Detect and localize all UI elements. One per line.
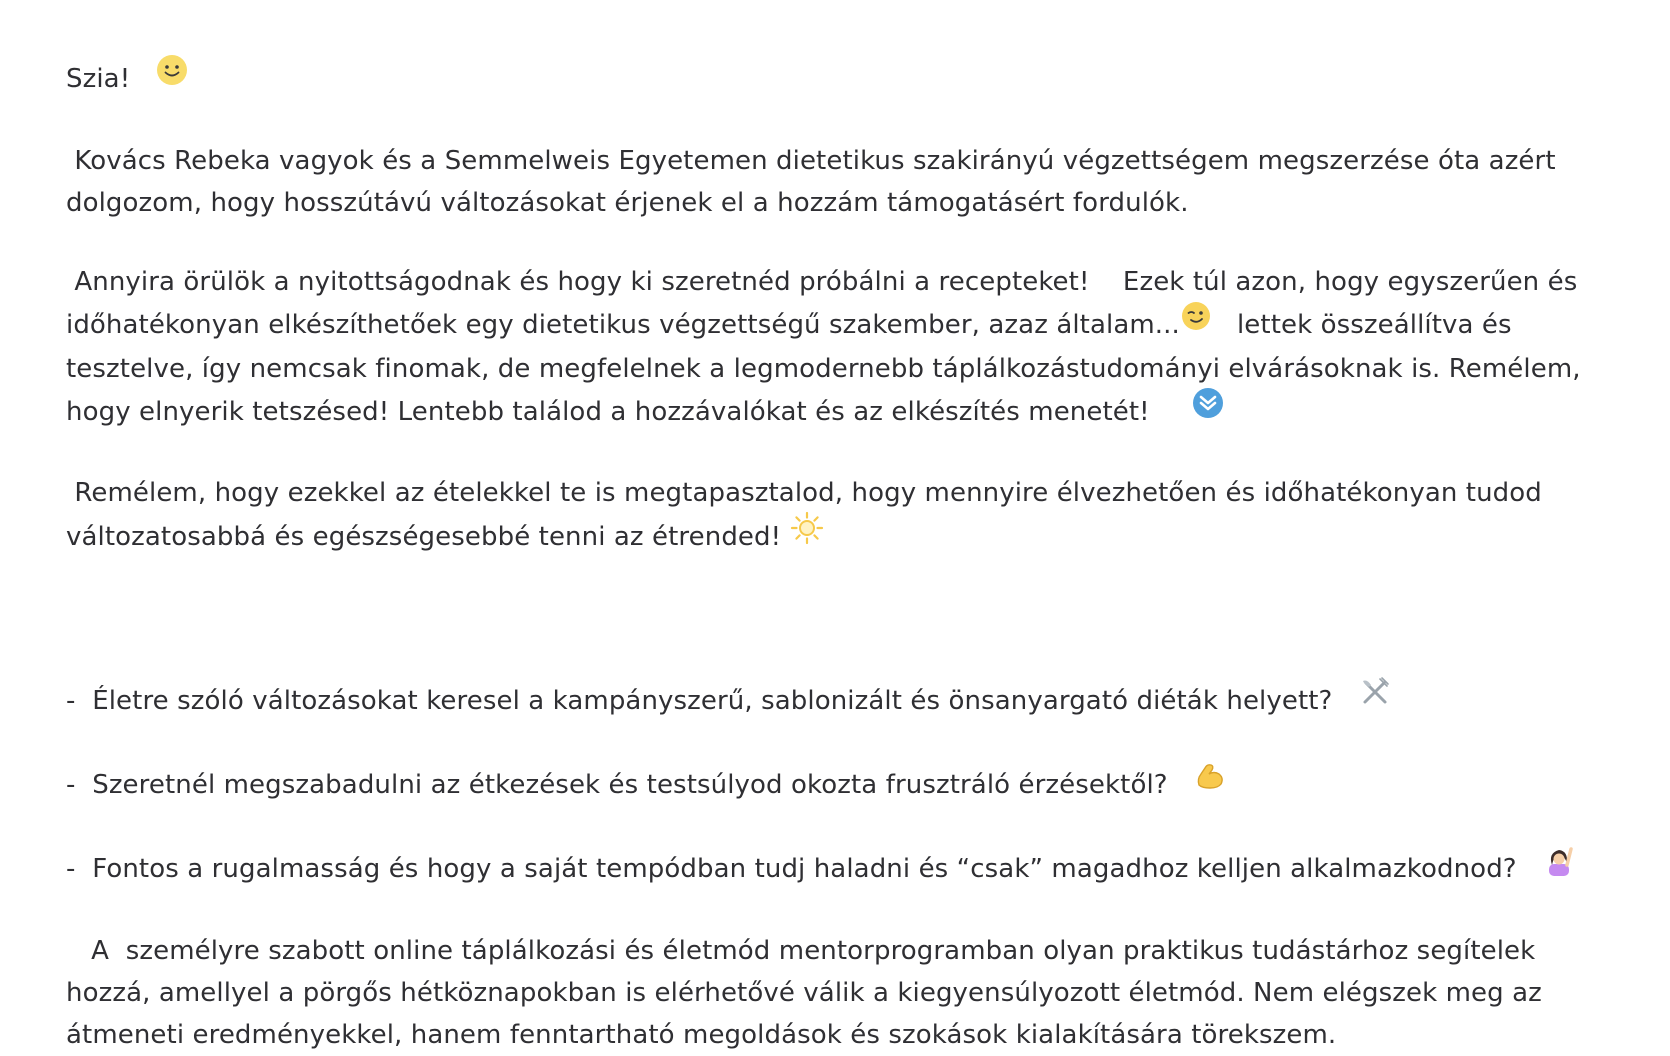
raising-hand-woman-icon <box>1542 843 1576 890</box>
greeting-text: Szia! <box>66 64 131 94</box>
recipes-paragraph <box>66 261 1626 435</box>
greeting-line <box>66 56 1626 103</box>
question-2-text: - Szeretnél megszabadulni az étkezések és testsúlyod okozta frusztráló érzésektől? <box>66 770 1168 800</box>
hope-paragraph <box>66 472 1626 561</box>
recipes-text-part1: Annyira örülök a nyitottságodnak és hogy ki szeretnéd próbálni a recepteket! Ezek túl azon, hogy egyszerűen és időhatékonyan elkészíthetőek egy dietetikus végzettségű szakember, azaz általam... <box>66 267 1586 340</box>
question-item-3 <box>66 846 1626 893</box>
program-paragraph: A személyre szabott online táplálkozási és életmód mentorprogramban olyan praktikus tudástárhoz segítelek hozzá, amellyel a pörgős hétköznapokban is elérhetővé válik a kiegyensúlyozott életmód. Nem elégszek meg az átmeneti eredményekkel, hanem fenntartható megoldások és szokások kialakítására törekszem. <box>66 936 1551 1050</box>
question-item-1 <box>66 678 1626 725</box>
sun-icon <box>790 511 824 558</box>
winking-face-icon <box>1180 300 1212 345</box>
recipes-text-part2: lettek összeállítva és tesztelve, így nemcsak finomak, de megfelelnek a legmodernebb táplálkozástudományi elvárásoknak is. Remélem, hogy elnyerik tetszésed! Lentebb találod a hozzávalókat és az elkészítés menetét! <box>66 310 1589 427</box>
down-arrow-button-icon <box>1192 387 1224 432</box>
question-3-text: - Fontos a rugalmasság és hogy a saját tempódban tudj haladni és “csak” magadhoz kelljen alkalmazkodnod? <box>66 854 1517 884</box>
document-body <box>66 56 1626 1056</box>
intro-paragraph: Kovács Rebeka vagyok és a Semmelweis Egyetemen dietetikus szakirányú végzettségem megszerzése óta azért dolgozom, hogy hosszútávú változásokat érjenek el a hozzám támogatásért fordulók. <box>66 146 1564 218</box>
smiling-face-icon <box>155 53 189 100</box>
question-item-2 <box>66 762 1626 809</box>
fork-knife-icon <box>1358 675 1392 722</box>
hope-text: Remélem, hogy ezekkel az ételekkel te is megtapasztalod, hogy mennyire élvezhetően és időhatékonyan tudod változatosabbá és egészségesebbé tenni az étrended! <box>66 478 1551 552</box>
flexed-biceps-icon <box>1193 759 1227 806</box>
question-1-text: - Életre szóló változásokat keresel a kampányszerű, sablonizált és önsanyargató diéták helyett? <box>66 686 1333 716</box>
